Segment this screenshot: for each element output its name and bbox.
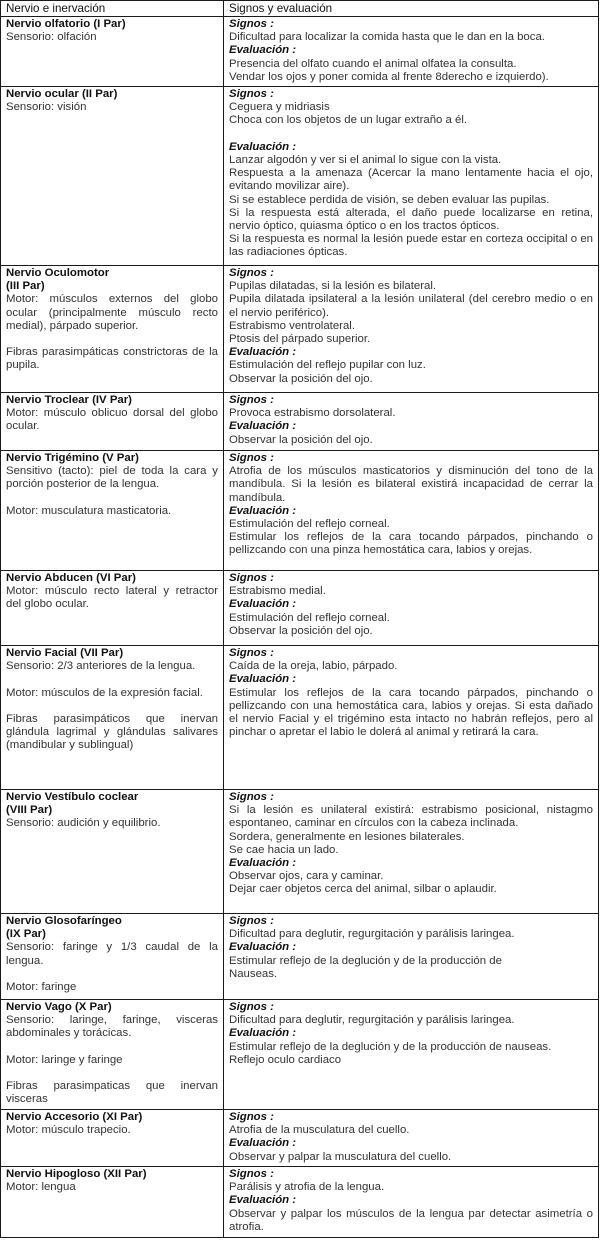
signs-evaluation-cell: [224, 790, 599, 914]
nerve-cell: [1, 646, 224, 790]
paragraph-gap: [6, 492, 218, 505]
signs-label: Signos :: [229, 572, 274, 584]
nerve-name: (IX Par): [6, 928, 46, 941]
innervation-text: Motor: musculatura masticatoria.: [6, 504, 172, 517]
nerve-name: Nervio Troclear (IV Par): [6, 394, 132, 406]
evaluation-text: Dejar caer objetos cerca del animal, silbar o aplaudir.: [229, 883, 497, 896]
nerve-name: Nervio Facial (VII Par): [6, 647, 124, 659]
innervation-text: Fibras parasimpaticas que inervan visceras: [6, 1080, 218, 1106]
paragraph-gap: [6, 968, 218, 981]
column-header-signs: Signos y evaluación: [224, 1, 599, 17]
signs-label: Signos :: [229, 1168, 274, 1180]
signs-label: Signos :: [229, 267, 274, 279]
table-row: [1, 1167, 599, 1238]
signs-label: Signos :: [229, 915, 274, 927]
evaluation-text: Si la respuesta es normal la lesión puede estar en corteza occipital o en las radiaciones ópticas.: [229, 233, 593, 259]
nerve-name: Nervio Trigémino (V Par): [6, 452, 139, 464]
nerve-cell: [1, 87, 224, 266]
table-row: [1, 646, 599, 790]
innervation-text: Motor: músculo oblicuo dorsal del globo ocular.: [6, 407, 218, 433]
evaluation-label: Evaluación :: [229, 598, 297, 611]
nerve-name: Nervio Hipogloso (XII Par): [6, 1168, 147, 1180]
signs-evaluation-cell: [224, 1110, 599, 1167]
innervation-text: Sensorio: audición y equilibrio.: [6, 817, 161, 830]
signs-evaluation-cell: [224, 1000, 599, 1110]
nerve-name: Nervio olfatorio (I Par): [6, 18, 126, 30]
evaluation-text: Observar la posición del ojo.: [229, 433, 373, 446]
nerve-name: (VIII Par): [6, 804, 53, 817]
signs-label: Signos :: [229, 18, 274, 30]
nerve-name: Nervio Abducen (VI Par): [6, 572, 136, 584]
table-row: [1, 1110, 599, 1167]
innervation-text: Sensorio: olfación: [6, 31, 97, 44]
evaluation-text: Observar y palpar la musculatura del cuello.: [229, 1150, 452, 1163]
nerve-cell: [1, 914, 224, 1000]
signs-evaluation-cell: [224, 1167, 599, 1238]
evaluation-text: Estimular los reflejos de la cara tocando párpados, pinchando o pellizcando con una pinza hemostática cara, labios y orejas.: [229, 531, 593, 557]
evaluation-label: Evaluación :: [229, 1137, 297, 1150]
sign-text: Pupila dilatada ipsilateral a la lesión unilateral (del cerebro medio o en el nervio periférico).: [229, 293, 593, 319]
nerve-name: Nervio Glosofaríngeo: [6, 915, 122, 927]
innervation-text: Motor: músculos de la expresión facial.: [6, 686, 203, 699]
signs-evaluation-cell: [224, 87, 599, 266]
evaluation-label: Evaluación :: [229, 673, 297, 686]
table-row: [1, 451, 599, 571]
evaluation-text: Observar la posición del ojo.: [229, 624, 373, 637]
paragraph-gap: [229, 128, 593, 141]
signs-label: Signos :: [229, 88, 274, 100]
evaluation-label: Evaluación :: [229, 346, 297, 359]
innervation-text: Sensorio: visión: [6, 101, 87, 114]
innervation-text: Fibras parasimpáticas constrictoras de la pupila.: [6, 346, 218, 372]
table-row: [1, 266, 599, 393]
evaluation-text: Nauseas.: [229, 967, 278, 980]
evaluation-text: Observar la posición del ojo.: [229, 372, 373, 385]
evaluation-label: Evaluación :: [229, 941, 297, 954]
evaluation-text: Observar y palpar los músculos de la lengua par detectar asimetría o atrofia.: [229, 1207, 593, 1233]
evaluation-text: Observar ojos, cara y caminar.: [229, 870, 384, 883]
innervation-text: Motor: faringe: [6, 981, 77, 993]
nerve-cell: [1, 571, 224, 646]
nerve-cell: [1, 1000, 224, 1110]
sign-text: Choca con los objetos de un lugar extraño a él.: [229, 114, 468, 127]
table-row: [1, 393, 599, 451]
evaluation-label: Evaluación :: [229, 857, 297, 870]
table-row: [1, 17, 599, 87]
sign-text: Se cae hacia un lado.: [229, 843, 339, 856]
sign-text: Provoca estrabismo dorsolateral.: [229, 407, 396, 420]
signs-evaluation-cell: [224, 914, 599, 1000]
nerve-cell: [1, 17, 224, 87]
sign-text: Caída de la oreja, labio, párpado.: [229, 660, 398, 673]
sign-text: Si la lesión es unilateral existirá: estrabismo posicional, nistagmo espontaneo, caminar en círculos con la cabeza inclinada.: [229, 804, 593, 830]
sign-text: Dificultad para deglutir, regurgitación y parálisis laringea.: [229, 1014, 515, 1027]
column-header-nerve: Nervio e inervación: [1, 1, 224, 17]
evaluation-text: Vendar los ojos y poner comida al frente 8derecho e izquierdo).: [229, 70, 549, 83]
evaluation-label: Evaluación :: [229, 140, 297, 153]
evaluation-text: Estimulación del reflejo corneal.: [229, 611, 390, 624]
table-row: [1, 914, 599, 1000]
innervation-text: Sensorio: 2/3 anteriores de la lengua.: [6, 660, 196, 673]
signs-label: Signos :: [229, 394, 274, 406]
evaluation-label: Evaluación :: [229, 420, 297, 433]
nerve-name: Nervio Oculomotor: [6, 267, 110, 279]
evaluation-label: Evaluación :: [229, 504, 297, 517]
sign-text: Dificultad para localizar la comida hasta que le dan en la boca.: [229, 31, 545, 44]
innervation-text: Motor: laringe y faringe: [6, 1053, 123, 1066]
signs-evaluation-cell: [224, 17, 599, 87]
sign-text: Atrofia de los músculos masticatorios y disminución del tono de la mandíbula. Si la lesión es bilateral existirá incapacidad de cerrar la mandíbula.: [229, 465, 593, 504]
nerve-name: Nervio ocular (II Par): [6, 88, 118, 100]
nerve-cell: [1, 1167, 224, 1238]
paragraph-gap: [6, 1067, 218, 1080]
sign-text: Sordera, generalmente en lesiones bilaterales.: [229, 830, 465, 843]
sign-text: Pupilas dilatadas, si la lesión es bilateral.: [229, 280, 437, 293]
nerve-name: Nervio Vago (X Par): [6, 1001, 112, 1013]
sign-text: Estrabismo medial.: [229, 585, 326, 598]
signs-label: Signos :: [229, 1001, 274, 1013]
sign-text: Ptosis del párpado superior.: [229, 333, 371, 346]
nerve-name: Nervio Accesorio (XI Par): [6, 1111, 143, 1123]
evaluation-text: Presencia del olfato cuando el animal olfatea la consulta.: [229, 57, 517, 70]
evaluation-label: Evaluación :: [229, 1027, 297, 1040]
nerve-name: Nervio Vestíbulo coclear: [6, 791, 139, 803]
innervation-text: Motor: músculo trapecio.: [6, 1124, 131, 1137]
signs-label: Signos :: [229, 791, 274, 803]
evaluation-text: Estimulación del reflejo pupilar con luz.: [229, 359, 426, 372]
innervation-text: Sensitivo (tacto): piel de toda la cara y porción posterior de la lengua.: [6, 465, 218, 491]
nerve-cell: [1, 1110, 224, 1167]
sign-text: Ceguera y midriasis: [229, 101, 330, 114]
evaluation-text: Reflejo oculo cardiaco: [229, 1053, 342, 1066]
evaluation-text: Si la respuesta está alterada, el daño puede localizarse en retina, nervio óptico, quiasma óptico o en los tractos ópticos.: [229, 206, 593, 233]
evaluation-text: Estimular reflejo de la deglución y de la producción de: [229, 954, 502, 967]
nerve-cell: [1, 393, 224, 451]
paragraph-gap: [6, 1041, 218, 1054]
nerve-cell: [1, 790, 224, 914]
innervation-text: Motor: lengua: [6, 1181, 76, 1194]
table-row: [1, 790, 599, 914]
evaluation-text: Estimular reflejo de la deglución y de la producción de nauseas.: [229, 1040, 552, 1053]
nerve-name: (III Par): [6, 280, 45, 293]
signs-label: Signos :: [229, 647, 274, 659]
signs-evaluation-cell: [224, 266, 599, 393]
evaluation-label: Evaluación :: [229, 1194, 297, 1207]
table-row: [1, 87, 599, 266]
innervation-text: Sensorio: faringe y 1/3 caudal de la lengua.: [6, 941, 218, 967]
signs-evaluation-cell: [224, 646, 599, 790]
evaluation-text: Lanzar algodón y ver si el animal lo sigue con la vista.: [229, 154, 502, 166]
sign-text: Atrofia de la musculatura del cuello.: [229, 1124, 410, 1137]
evaluation-label: Evaluación :: [229, 44, 297, 57]
innervation-text: Sensorio: laringe, faringe, visceras abdominales y torácicas.: [6, 1014, 218, 1040]
nerve-cell: [1, 451, 224, 571]
paragraph-gap: [6, 673, 218, 686]
sign-text: Parálisis y atrofia de la lengua.: [229, 1181, 385, 1194]
evaluation-text: Respuesta a la amenaza (Acercar la mano lentamente hacia el ojo, evitando movilizar aire).: [229, 167, 593, 193]
paragraph-gap: [6, 333, 218, 346]
innervation-text: Fibras parasimpáticos que inervan glándula lagrimal y glándulas salivares (mandibular y sublingual): [6, 712, 218, 752]
evaluation-text: Estimular los reflejos de la cara tocando párpados, pinchando o pellizcando con una hemostática cara, labios y orejas. Si esta dañado el nervio Facial y el trigémino esta intacto no habrán reflejos, pero al pinchar o apretar el labio le dolerá al animal y retirará la cara.: [229, 686, 593, 739]
paragraph-gap: [6, 700, 218, 713]
signs-label: Signos :: [229, 1111, 274, 1123]
innervation-text: Motor: músculo recto lateral y retractor del globo ocular.: [6, 585, 218, 611]
signs-label: Signos :: [229, 452, 274, 464]
nerve-cell: [1, 266, 224, 393]
evaluation-text: Estimulación del reflejo corneal.: [229, 518, 390, 531]
signs-evaluation-cell: [224, 393, 599, 451]
signs-evaluation-cell: [224, 571, 599, 646]
signs-evaluation-cell: [224, 451, 599, 571]
table-row: [1, 571, 599, 646]
sign-text: Estrabismo ventrolateral.: [229, 319, 355, 332]
innervation-text: Motor: músculos externos del globo ocular (principalmente músculo recto medial), párpado superior.: [6, 293, 218, 332]
sign-text: Dificultad para deglutir, regurgitación y parálisis laringea.: [229, 928, 515, 941]
evaluation-text: Si se establece perdida de visión, se deben evaluar las pupilas.: [229, 193, 550, 206]
table-header-row: [1, 1, 599, 17]
table-row: [1, 1000, 599, 1110]
